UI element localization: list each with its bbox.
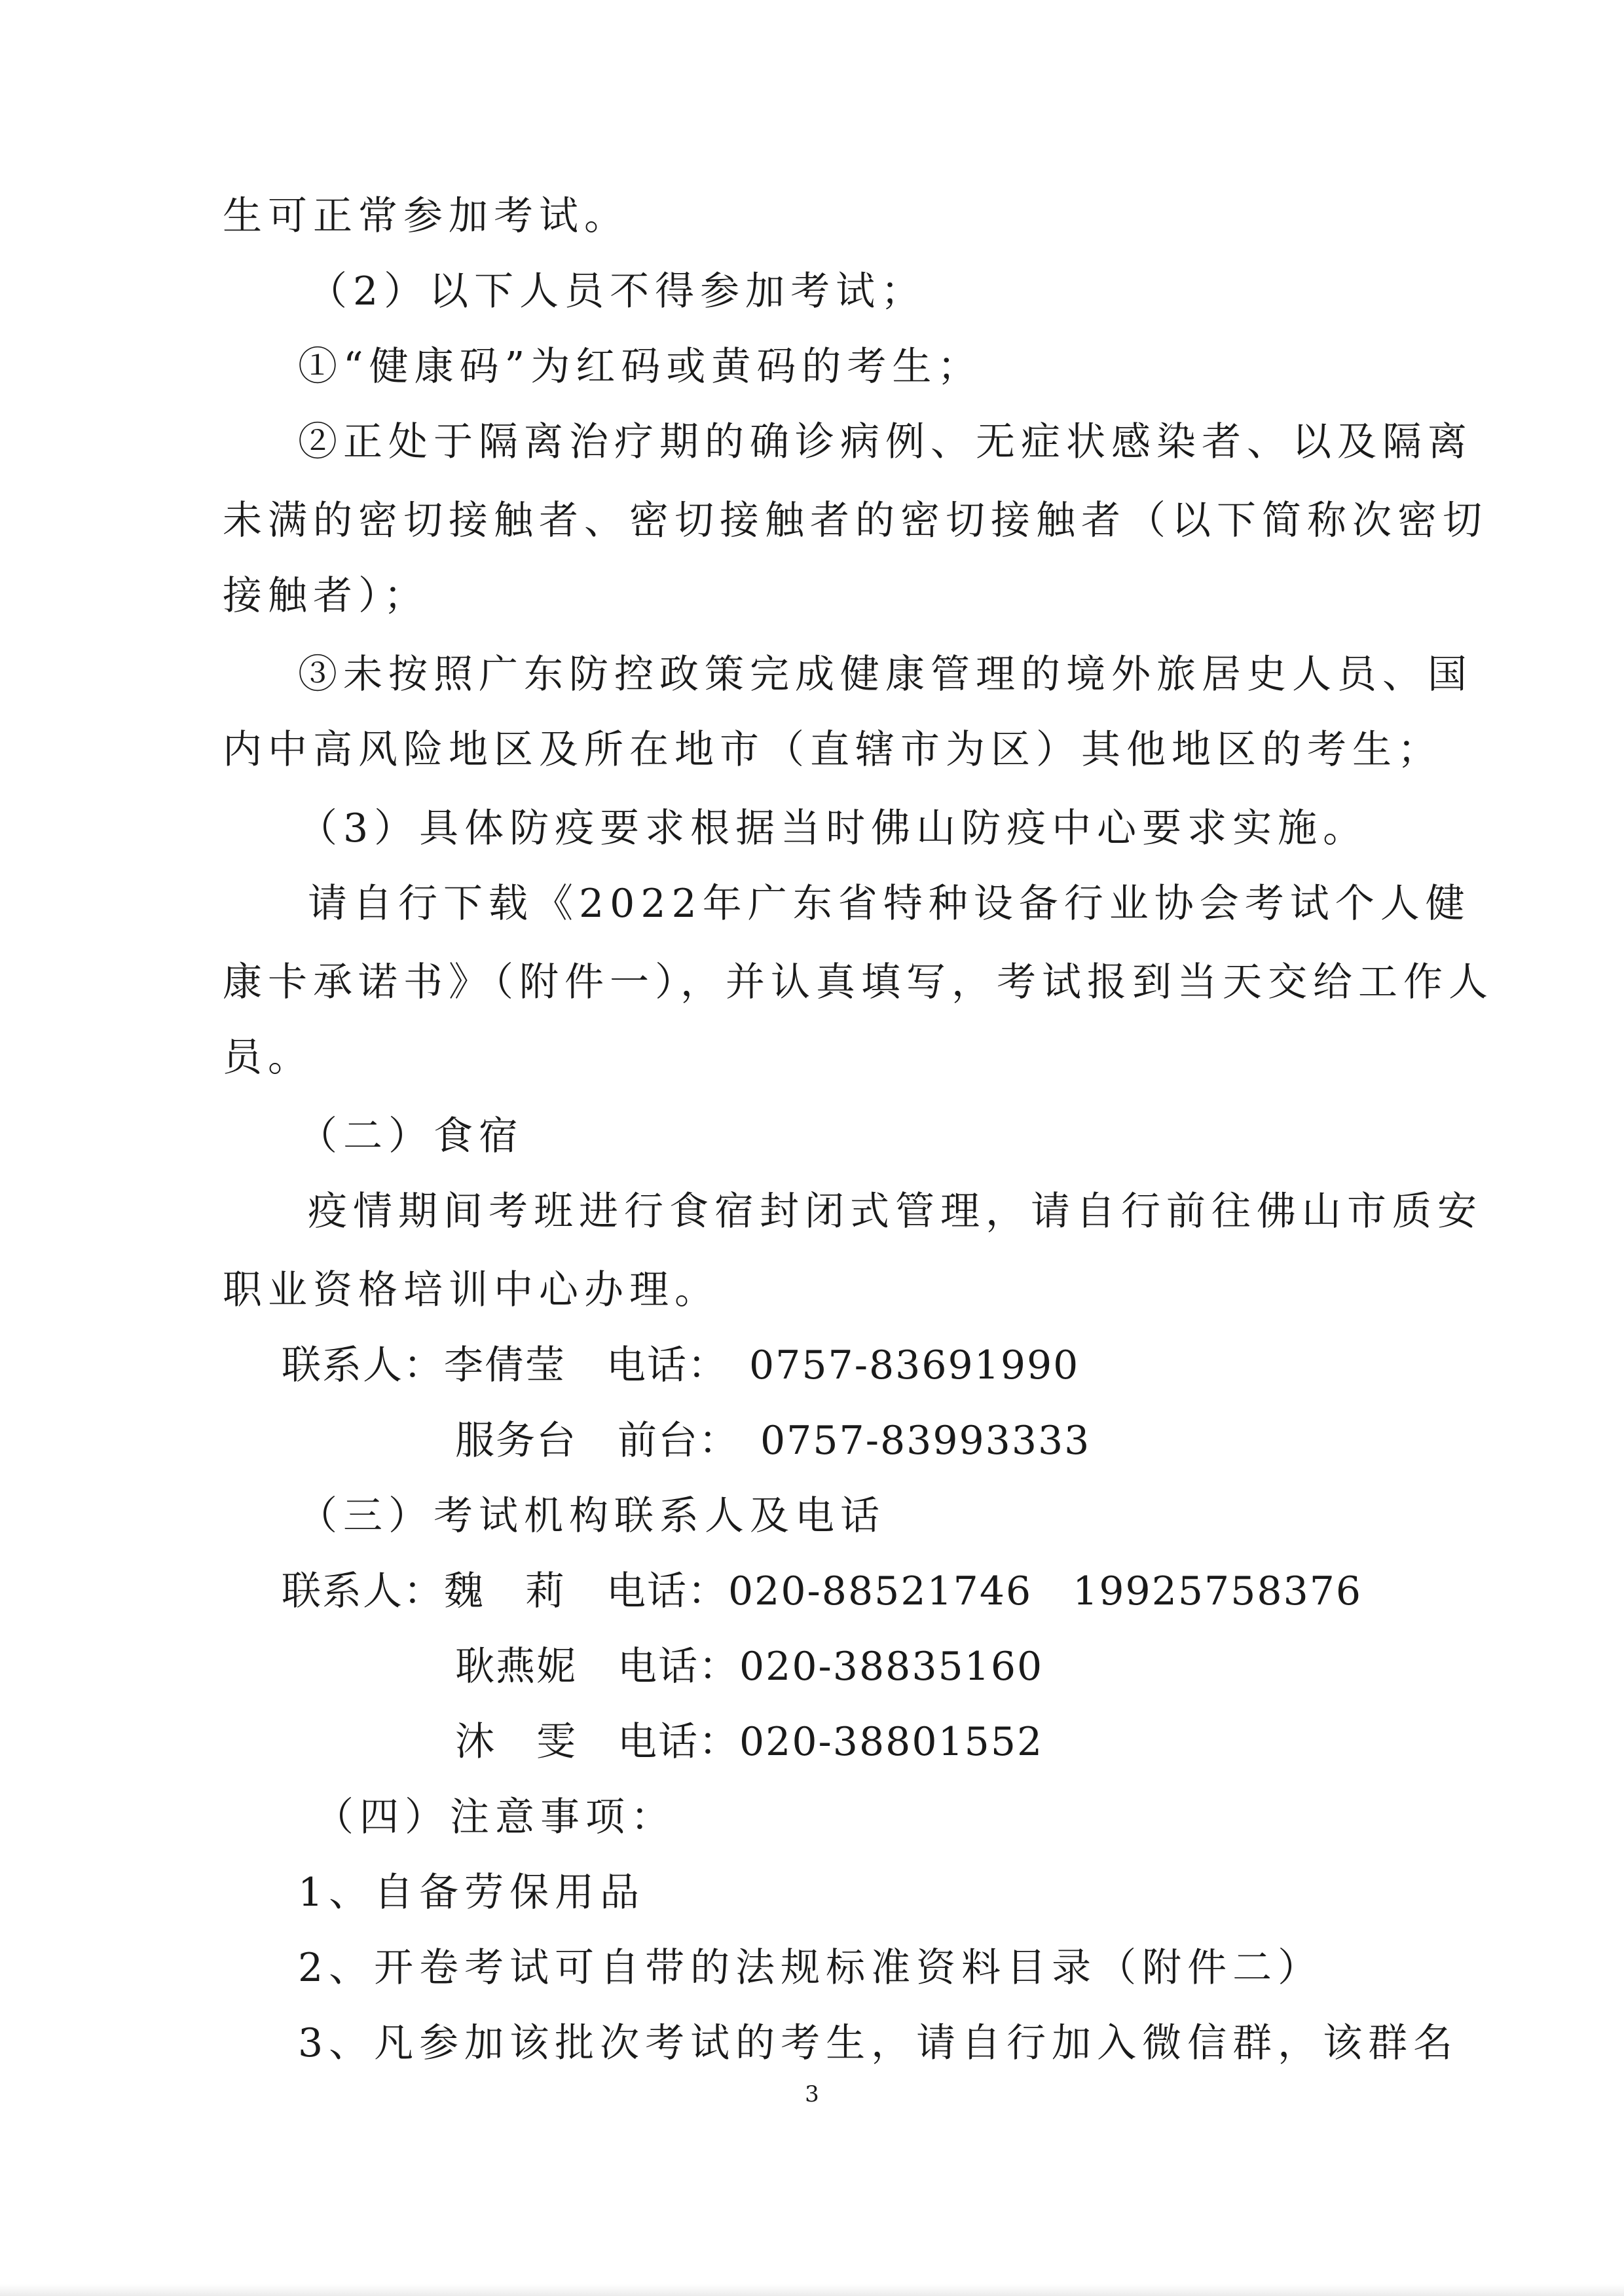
text-line-9: （3）具体防疫要求根据当时佛山防疫中心要求实施。 xyxy=(298,805,1369,851)
section-heading-lodging: （二）食宿 xyxy=(298,1113,524,1159)
contact-line-2: 服务台 前台： 0757-83993333 xyxy=(455,1418,1091,1464)
note-item-3: 3、凡参加该批次考试的考生，请自行加入微信群，该群名 xyxy=(298,2020,1459,2066)
section-heading-notes: （四）注意事项： xyxy=(314,1794,676,1840)
text-line-8: 内中高风险地区及所在地市（直辖市为区）其他地区的考生； xyxy=(223,727,1443,773)
note-item-1: 1、自备劳保用品 xyxy=(298,1870,646,1916)
text-line-5: 未满的密切接触者、密切接触者的密切接触者（以下简称次密切 xyxy=(223,498,1488,544)
page-number: 3 xyxy=(805,2081,819,2107)
contact-line-5: 沐 雯 电话：020-38801552 xyxy=(455,1719,1044,1765)
scan-edge-shadow xyxy=(0,2284,1624,2296)
text-line-2: （2）以下人员不得参加考试； xyxy=(308,268,927,314)
note-item-2: 2、开卷考试可自带的法规标准资料目录（附件二） xyxy=(298,1945,1323,1991)
text-line-6: 接触者）； xyxy=(223,573,429,619)
text-line-11: 康卡承诺书》（附件一），并认真填写，考试报到当天交给工作人 xyxy=(223,959,1494,1005)
text-line-7: ③未按照广东防控政策完成健康管理的境外旅居史人员、国 xyxy=(298,652,1473,697)
contact-line-3: 联系人：魏 莉 电话：020-88521746 19925758376 xyxy=(282,1568,1363,1614)
text-line-15: 职业资格培训中心办理。 xyxy=(223,1267,720,1313)
text-line-3: ①“健康码”为红码或黄码的考生； xyxy=(298,344,983,390)
text-line-1: 生可正常参加考试。 xyxy=(223,193,629,239)
text-line-12: 员。 xyxy=(223,1035,313,1081)
contact-line-1: 联系人：李倩莹 电话： 0757-83691990 xyxy=(282,1342,1080,1388)
text-line-10: 请自行下载《2022年广东省特种设备行业协会考试个人健 xyxy=(308,881,1471,927)
contact-line-4: 耿燕妮 电话：020-38835160 xyxy=(455,1644,1044,1690)
text-line-14: 疫情期间考班进行食宿封闭式管理，请自行前往佛山市质安 xyxy=(308,1189,1483,1234)
text-line-4: ②正处于隔离治疗期的确诊病例、无症状感染者、以及隔离 xyxy=(298,419,1473,465)
section-heading-contacts: （三）考试机构联系人及电话 xyxy=(298,1493,885,1539)
